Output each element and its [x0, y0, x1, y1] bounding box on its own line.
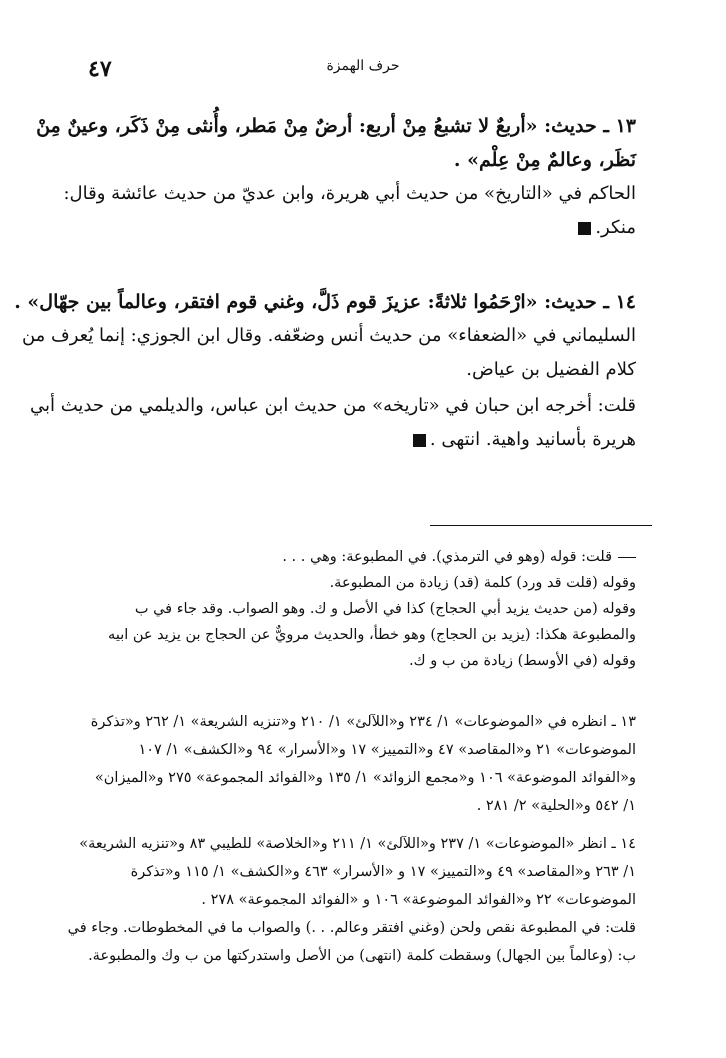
footnote-13-line-1: ١٣ ـ انظره في «الموضوعات» ١/ ٢٣٤ و«اللآلئ» ١/ ٢١٠ و«تنزيه الشريعة» ١/ ٢٦٢ و«تذكرة [90, 714, 636, 730]
footnote-separator [430, 525, 652, 526]
hadith-14-line-5-text: هريرة بأسانيد واهية. انتهى . [429, 429, 636, 450]
hadith-13-line-3: الحاكم في «التاريخ» من حديث أبي هريرة، وابن عديّ من حديث عائشة وقال: [63, 183, 636, 204]
footnote-13-line-3: و«الفوائد الموضوعة» ١٠٦ و«مجمع الزوائد» ١/ ١٣٥ و«الفوائد المجموعة» ٢٧٥ و«الميزان» [94, 770, 636, 786]
hadith-14-line-4: قلت: أخرجه ابن حبان في «تاريخه» من حديث ابن عباس، والديلمي من حديث أبي [30, 395, 636, 416]
running-header: حرف الهمزة [326, 58, 400, 74]
footnote-14-line-3: الموضوعات» ٢٢ و«الفوائد الموضوعة» ١٠٦ و «الفوائد المجموعة» ٢٧٨ . [201, 892, 636, 908]
page-number: ٤٧ [88, 56, 112, 82]
variant-note-line-1-text: قلت: قوله (وهو في الترمذي). في المطبوعة: وهي . . . [282, 549, 612, 565]
footnote-14-line-1: ١٤ ـ انظر «الموضوعات» ١/ ٢٣٧ و«اللآلئ» ١/ ٢١١ و«الخلاصة» للطيبي ٨٣ و«تنزيه الشريعة» [79, 836, 636, 852]
hadith-13-line-1: ١٣ ـ حديث: «أربعٌ لا تشبعُ مِنْ أربع: أرضٌ مِنْ مَطر، وأُنثى مِنْ ذَكَر، وعينٌ مِنْ [36, 115, 636, 137]
variant-note-line-2: وقوله (قلت قد ورد) كلمة (قد) زيادة من المطبوعة. [329, 575, 636, 591]
dash-icon [618, 557, 636, 558]
variant-note-line-4: والمطبوعة هكذا: (يزيد بن الحجاج) وهو خطأ، والحديث مرويٌّ عن الحجاج بن يزيد عن ابيه [108, 627, 636, 643]
variant-note-line-3: وقوله (من حديث يزيد أبي الحجاج) كذا في الأصل و ك. وهو الصواب. وقد جاء في ب [134, 601, 636, 617]
hadith-14-line-2: السليماني في «الضعفاء» من حديث أنس وضعّفه. وقال ابن الجوزي: إنما يُعرف من [21, 325, 636, 346]
hadith-13-line-4-text: منكر. [595, 217, 636, 238]
footnote-14-line-2: ١/ ٢٦٣ و«المقاصد» ٤٩ و«التمييز» ١٧ و «الأسرار» ٤٦٣ و«الكشف» ١/ ١١٥ و«تذكرة [130, 864, 636, 880]
footnote-14-line-4: قلت: في المطبوعة نقص ولحن (وغني افتقر وعالم. . .) والصواب ما في المخطوطات. وجاء في [67, 920, 636, 936]
footnote-13-line-2: الموضوعات» ٢١ و«المقاصد» ٤٧ و«التمييز» ١٧ و«الأسرار» ٩٤ و«الكشف» ١/ ١٠٧ [138, 742, 636, 758]
variant-note-line-5: وقوله (في الأوسط) زيادة من ب و ك. [409, 653, 636, 669]
hadith-14-line-3: كلام الفضيل بن عياض. [466, 359, 636, 380]
footnote-13-line-4: ١/ ٥٤٢ و«الحلية» ٢/ ٢٨١ . [476, 798, 636, 814]
footnote-14-line-5: ب: (وعالماً بين الجهال) وسقطت كلمة (انتهى) من الأصل واستدركتها من ب وك والمطبوعة. [88, 948, 636, 964]
hadith-14-line-1: ١٤ ـ حديث: «ارْحَمُوا ثلاثةً: عزيزَ قوم ذَلَّ، وغني قوم افتقر، وعالماً بين جهّال» . [14, 291, 636, 313]
hadith-14-line-5 [88, 426, 636, 454]
end-square-icon [413, 434, 426, 447]
hadith-13-line-4 [88, 214, 636, 242]
hadith-13-line-2: نَظَر، وعالمٌ مِنْ عِلْم» . [453, 149, 636, 171]
end-square-icon [578, 222, 591, 235]
variant-note-line-1 [88, 545, 636, 569]
